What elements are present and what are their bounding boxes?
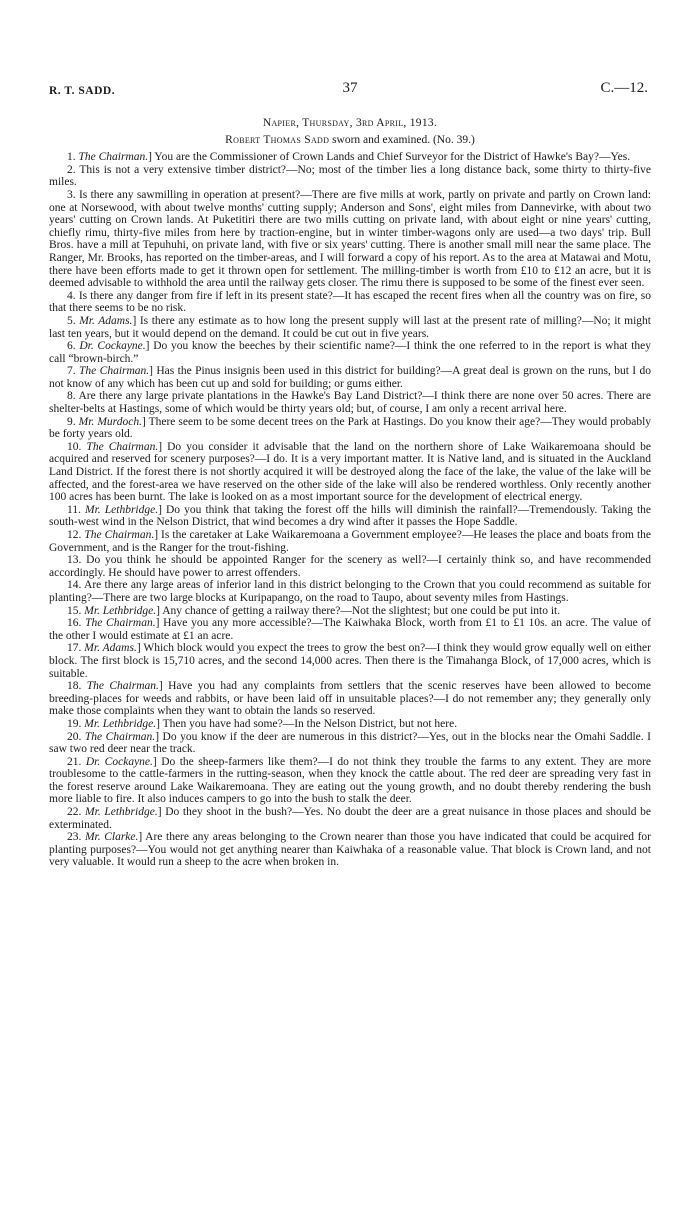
question-number: 1.	[67, 151, 79, 164]
question-number: 11.	[67, 503, 86, 516]
question-paragraph	[49, 365, 651, 390]
question-number: 5.	[67, 314, 80, 327]
question-text: ] Then you have had some?—In the Nelson District, but not here.	[156, 717, 458, 730]
question-paragraph	[49, 504, 651, 529]
question-paragraph	[49, 731, 651, 756]
question-number: 4.	[67, 289, 79, 302]
question-text: Is there any danger from fire if left in its present state?—It has escaped the recent fires when all the country was on fire, so that there seems to be no risk.	[49, 289, 651, 315]
question-paragraph	[49, 164, 651, 189]
paper-reference: C.—12.	[600, 80, 648, 96]
question-text: ] Any chance of getting a railway there?—Not the slightest; but one could be put into it.	[156, 604, 561, 617]
question-paragraph	[49, 529, 651, 554]
speaker-name: Dr. Cockayne.	[79, 340, 146, 353]
speaker-name: Mr. Clarke.	[84, 831, 139, 844]
question-number: 15.	[67, 604, 85, 617]
question-text: ] Is there any estimate as to how long the present supply will last at the present rate of milling?—No; it might last ten years, but it would depend on the demand. It could be cut out in five years.	[49, 314, 651, 340]
question-paragraph	[49, 416, 651, 441]
question-text: ] Do you know if the deer are numerous in this district?—Yes, out in the blocks near the Omahi Saddle. I saw two red deer near the track.	[49, 730, 651, 756]
speaker-name: The Chairman.	[86, 440, 159, 453]
question-number: 7.	[67, 365, 80, 378]
question-paragraph	[49, 617, 651, 642]
question-text: This is not a very extensive timber district?—No; most of the timber lies a long distance back, some thirty to thirty-five miles.	[49, 163, 651, 189]
question-text: Are there any large areas of inferior land in this district belonging to the Crown that you could recommend as suitable for planting?—There are two large blocks at Kuripapango, on the road to Taupo, about seventy miles from Hastings.	[49, 579, 651, 604]
speaker-name: The Chairman.	[84, 730, 156, 743]
speaker-name: The Chairman.	[85, 617, 156, 630]
question-number: 18.	[67, 680, 87, 693]
question-number: 6.	[67, 340, 80, 353]
question-paragraph	[49, 806, 651, 831]
question-text: ] Do they shoot in the bush?—Yes. No doubt the deer are a great nuisance in those places and should be exterminated.	[49, 806, 652, 831]
speaker-name: The Chairman.	[86, 680, 159, 693]
speaker-name: Dr. Cockayne.	[85, 755, 153, 768]
speaker-name: Mr. Lethbridge.	[84, 717, 157, 730]
dateline: Napier, Thursday, 3rd April, 1913.	[262, 117, 438, 129]
question-number: 16.	[67, 617, 86, 630]
question-number: 13.	[67, 554, 87, 567]
question-paragraph	[49, 151, 651, 164]
question-paragraph	[49, 831, 651, 869]
question-text: ] You are the Commissioner of Crown Lands and Chief Surveyor for the District of Hawke's Bay?—Yes.	[148, 151, 631, 164]
question-text: ] Has the Pinus insignis been used in this district for building?—A great deal is grown on the runs, but I do not know of any which has been cut up and sold for building; or gums either.	[49, 365, 652, 390]
question-paragraph	[49, 680, 651, 718]
question-text: ] Have you had any complaints from settlers that the scenic reserves have been allowed to become breeding-places for weeds and rabbits, or have been laid off in unsuitable places?—I do not remember any; they generally only make those complaints when they want to obtain the lands so reserved.	[49, 680, 652, 718]
speaker-name: Mr. Lethbridge.	[85, 503, 159, 516]
speaker-name: Mr. Adams.	[84, 642, 137, 655]
question-paragraph	[49, 642, 651, 680]
witness-sworn-line	[49, 134, 651, 147]
question-text: ] Do the sheep-farmers like them?—I do not think they trouble the farms to any extent. They are more troublesome to the cattle-farmers in the rutting-season, when they knock the cattle about. The red deer are spreading very fast in the forest reserve around Lake Waikaremoana. They are eating out the young growth, and no doubt thereby rendering the bush more liable to fire. It also induces campers to go into the bush to stalk the deer.	[49, 755, 652, 806]
speaker-name: The Chairman.	[84, 529, 155, 541]
question-number: 2.	[67, 163, 80, 176]
question-paragraph	[49, 605, 651, 618]
question-paragraph	[49, 290, 651, 315]
question-paragraph	[49, 579, 651, 604]
question-list	[49, 151, 651, 869]
question-paragraph	[49, 340, 651, 365]
question-paragraph	[49, 756, 651, 806]
question-number: 20.	[67, 730, 85, 743]
speaker-name: The Chairman.	[79, 365, 150, 378]
question-number: 17.	[67, 642, 85, 655]
running-head-witness: R. T. SADD.	[49, 85, 116, 97]
sworn-text: sworn and examined. (No. 39.)	[332, 133, 475, 146]
question-number: 19.	[67, 717, 85, 730]
speaker-name: The Chairman.	[78, 151, 149, 164]
witness-name: Robert Thomas Sadd	[225, 133, 330, 146]
question-number: 22.	[67, 806, 86, 819]
question-text: Do you think he should be appointed Ranger for the scenery as well?—I certainly think so, and have recommended accordingly. He should have power to arrest offenders.	[49, 554, 652, 579]
page-number: 37	[342, 80, 358, 96]
question-text: ] Which block would you expect the trees to grow the best on?—I think they would grow equally well on either block. The first block is 15,710 acres, and the second 14,000 acres. Then there is the Timahanga Block, of 17,000 acres, which is suitable.	[49, 642, 651, 680]
question-number: 10.	[67, 440, 87, 453]
question-text: ] Do you consider it advisable that the land on the northern shore of Lake Waikaremoana should be acquired and reserved for scenery purposes?—I do. It is a very important matter. It is Native land, and is situated in the Auckland Land District. If the forest there is not shortly acquired it will be destroyed along the face of the lake, the value of the lake will be affected, and the forest-area we have reserved on the other side of the lake will also be rendered worthless. Only recently another 100 acres has been burnt. The lake is looked on as a most important source for the development of electrical energy.	[49, 440, 651, 504]
question-text: Are there any large private plantations in the Hawke's Bay Land District?—I think there are none over 50 acres. There are shelter-belts at Hastings, some of which would be thirty years old; but, of course, I am only a recent arrival here.	[49, 390, 651, 416]
question-text: ] Do you know the beeches by their scientific name?—I think the one referred to in the report is what they call “brown-birch.”	[49, 340, 652, 365]
question-paragraph	[49, 554, 651, 579]
question-text: ] Are there any areas belonging to the Crown nearer than those you have indicated that could be acquired for planting purposes?—You would not get anything nearer than Kaiwhaka of a reasonable value. That block is Crown land, and not very valuable. It would run a sheep to the acre when broken in.	[49, 831, 651, 869]
question-number: 21.	[67, 755, 86, 768]
question-number: 8.	[67, 390, 79, 403]
question-text: ] Is the caretaker at Lake Waikaremoana a Government employee?—He leases the place and boats from the Government, and is the Ranger for the trout-fishing.	[49, 529, 651, 554]
question-paragraph	[49, 390, 651, 415]
question-text: ] There seem to be some decent trees on the Park at Hastings. Do you know their age?—They would probably be forty years old.	[49, 415, 652, 441]
question-number: 23.	[67, 831, 85, 844]
page-body	[49, 117, 651, 869]
question-paragraph	[49, 189, 651, 290]
question-paragraph	[49, 441, 651, 504]
question-number: 9.	[67, 415, 79, 428]
speaker-name: Mr. Murdoch.	[78, 415, 142, 428]
question-number: 14.	[67, 579, 85, 592]
speaker-name: Mr. Lethbridge.	[84, 604, 157, 617]
question-paragraph	[49, 315, 651, 340]
question-text: ] Have you any more accessible?—The Kaiwhaka Block, worth from £1 to £1 10s. an acre. The value of the other I would estimate at £1 an acre.	[49, 617, 651, 642]
speaker-name: Mr. Adams.	[79, 314, 133, 327]
speaker-name: Mr. Lethbridge.	[85, 806, 158, 819]
question-text: Is there any sawmilling in operation at present?—There are five mills at work, partly on private and partly on Crown land: one at Norsewood, with about twelve months' cutting supply; Anderson and Sons', eight miles from Dannevirke, with about two years' cutting on Crown lands. At Puketitiri there are two mills cutting on private land, with about eight or nine years' cutting, chiefly rimu, thirty-five miles from here by traction-engine, but in winter timber-wagons only are used—a two days' trip. Bull Bros. have a mill at Tepuhuhi, on private land, with five or six years' cutting. There is another small mill near the same place. The Ranger, Mr. Brooks, has reported on the timber-areas, and I will forward a copy of his report. As to the area at Matawai and Motu, there have been efforts made to get it thrown open for settlement. The milling-timber is worth from £10 to £12 an acre, but it is deemed advisable to withhold the area until the railway gets closer. The rimu there is supposed to be some of the finest ever seen.	[49, 188, 651, 290]
question-text: ] Do you think that taking the forest off the hills will diminish the rainfall?—Tremendously. Taking the south-west wind in the Nelson District, that wind becomes a dry wind after it passes the Hope Saddle.	[49, 503, 652, 529]
question-number: 12.	[67, 529, 85, 541]
question-number: 3.	[67, 188, 79, 201]
question-paragraph	[49, 718, 651, 731]
